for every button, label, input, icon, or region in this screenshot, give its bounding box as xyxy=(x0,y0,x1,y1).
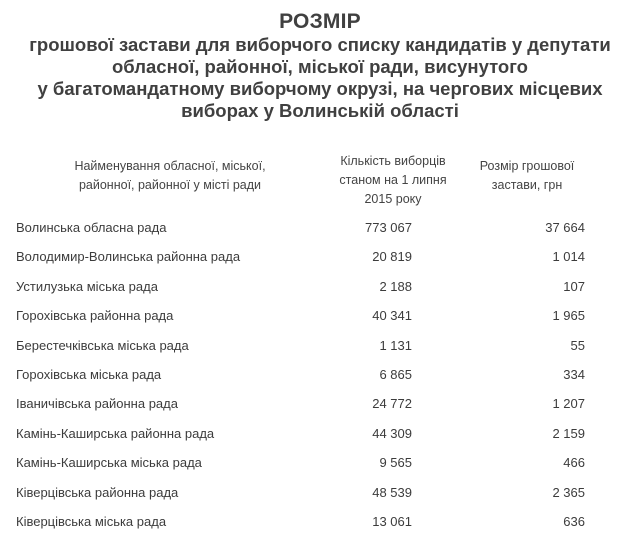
header-line: станом на 1 липня xyxy=(339,173,447,187)
column-header-name xyxy=(55,157,285,195)
title-main: РОЗМІР xyxy=(279,10,361,33)
bail-amount-cell: 1 965 xyxy=(552,308,585,324)
council-name-cell: Устилузька міська рада xyxy=(16,278,158,294)
table-row xyxy=(0,450,640,479)
header-line: районної, районної у місті ради xyxy=(78,178,262,192)
bail-amount-cell: 37 664 xyxy=(545,220,585,235)
council-name-cell: Іваничівська районна рада xyxy=(16,396,178,412)
bail-amount-cell: 2 159 xyxy=(552,425,585,441)
voters-count-cell: 40 341 xyxy=(372,308,412,324)
council-name-cell: Камінь-Каширська міська рада xyxy=(16,455,202,471)
council-name-cell: Камінь-Каширська районна рада xyxy=(16,425,215,441)
header-line: застави, грн xyxy=(491,178,563,192)
voters-count-cell: 20 819 xyxy=(372,249,412,265)
title-line: грошової застави для виборчого списку кандидатів у депутати xyxy=(29,34,611,55)
voters-count-cell: 1 131 xyxy=(379,337,412,353)
bail-amount-cell: 1 014 xyxy=(552,249,585,265)
council-name-cell: Ківерцівська районна рада xyxy=(16,484,179,500)
voters-count-cell: 44 309 xyxy=(372,425,412,441)
council-name-cell: Ківерцівська міська рада xyxy=(16,513,167,529)
bail-amount-cell: 2 365 xyxy=(552,484,585,500)
voters-count-cell: 48 539 xyxy=(372,484,412,500)
council-name-cell: Володимир-Волинська районна рада xyxy=(16,249,241,265)
table-row xyxy=(0,509,640,538)
voters-count-cell: 773 067 xyxy=(365,220,412,235)
document-title xyxy=(0,10,640,122)
bail-amount-cell: 1 207 xyxy=(552,396,585,412)
table-row xyxy=(0,362,640,391)
voters-count-cell: 13 061 xyxy=(372,513,412,529)
bail-amount-cell: 636 xyxy=(563,513,585,529)
bail-amount-cell: 466 xyxy=(563,455,585,471)
header-line: 2015 року xyxy=(364,192,422,206)
title-line: виборах у Волинській області xyxy=(181,100,459,121)
table-row xyxy=(0,391,640,420)
bail-amount-cell: 107 xyxy=(563,278,585,294)
bail-amount-cell: 334 xyxy=(563,366,585,382)
table-row xyxy=(0,303,640,332)
title-line: обласної, районної, міської ради, висунутого xyxy=(112,56,528,77)
voters-count-cell: 2 188 xyxy=(379,278,412,294)
voters-count-cell: 6 865 xyxy=(379,366,412,382)
bail-amount-cell: 55 xyxy=(570,337,585,353)
council-name-cell: Берестечківська міська рада xyxy=(16,337,189,353)
table-body xyxy=(0,215,640,538)
voters-count-cell: 9 565 xyxy=(379,455,412,471)
table-row xyxy=(0,215,640,244)
council-name-cell: Горохівська районна рада xyxy=(16,308,174,324)
table-row xyxy=(0,480,640,509)
table-row xyxy=(0,244,640,273)
header-line: Найменування обласної, міської, xyxy=(74,159,266,173)
table-row xyxy=(0,274,640,303)
column-header-bail xyxy=(462,157,592,195)
voters-count-cell: 24 772 xyxy=(372,396,412,412)
table-row xyxy=(0,333,640,362)
title-line: у багатомандатному виборчому окрузі, на чергових місцевих xyxy=(37,78,603,99)
header-line: Розмір грошової xyxy=(479,159,575,173)
council-name-cell: Волинська обласна рада xyxy=(16,220,167,235)
council-name-cell: Горохівська міська рада xyxy=(16,366,162,382)
column-header-voters xyxy=(318,152,468,209)
table-row xyxy=(0,421,640,450)
header-line: Кількість виборців xyxy=(340,154,446,168)
